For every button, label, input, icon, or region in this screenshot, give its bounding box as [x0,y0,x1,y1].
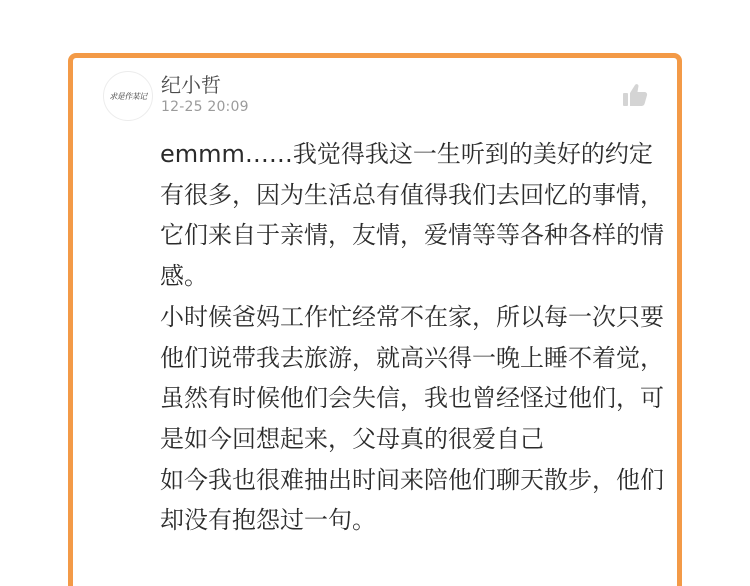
timestamp: 12-25 20:09 [161,99,249,115]
avatar[interactable] [103,71,153,121]
like-button[interactable] [621,82,649,108]
comment-paragraph: 小时候爸妈工作忙经常不在家，所以每一次只要他们说带我去旅游，就高兴得一晚上睡不着觉，虽然有时候他们会失信，我也曾经怪过他们，可是如今回想起来，父母真的很爱自己 [160,302,664,453]
thumbs-up-icon [621,82,649,108]
comment-card [68,53,682,586]
comment-paragraph: emmm……我觉得我这一生听到的美好的约定有很多，因为生活总有值得我们去回忆的事情，它们来自于亲情，友情，爱情等等各种各样的情感。 [160,140,664,291]
comment-body [160,134,665,541]
avatar-logo-text: 求是作某记 [109,91,147,101]
comment-paragraph: 如今我也很难抽出时间来陪他们聊天散步，他们却没有抱怨过一句。 [160,465,664,535]
username[interactable]: 纪小哲 [161,73,221,97]
